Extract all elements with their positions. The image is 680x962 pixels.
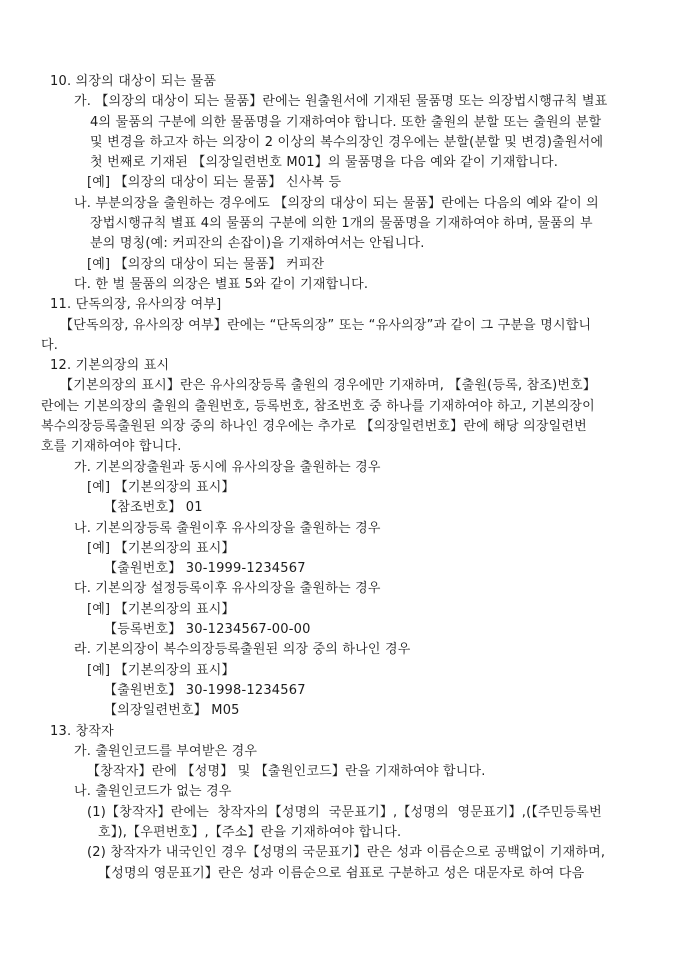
text-line: 나. 기본의장등록 출원이후 유사의장을 출원하는 경우 [74, 520, 381, 536]
text-line: 가. 기본의장출원과 동시에 유사의장을 출원하는 경우 [74, 459, 381, 475]
text-line: (1)【창작자】란에는 창작자의【성명의 국문표기】,【성명의 영문표기】,(【주민등록번 [87, 804, 602, 820]
text-line: 【단독의장, 유사의장 여부】란에는 “단독의장” 또는 “유사의장”과 같이 그 구분을 명시합니 [60, 317, 592, 333]
text-line: 나. 부분의장을 출원하는 경우에도 【의장의 대상이 되는 물품】란에는 다음의 예와 같이 의 [74, 195, 599, 211]
text-line: 【등록번호】 30-1234567-00-00 [104, 622, 311, 638]
text-line: 10. 의장의 대상이 되는 물품 [50, 74, 217, 89]
text-line: 가. 【의장의 대상이 되는 물품】란에는 원출원서에 기재된 물품명 또는 의장법시행규칙 별표 [74, 94, 608, 110]
text-line: 호】),【우편번호】,【주소】란을 기재하여야 합니다. [98, 824, 402, 840]
document-content [41, 72, 641, 884]
text-line: 【창작자】란에 【성명】 및 【출원인코드】란을 기재하여야 합니다. [87, 764, 486, 780]
text-line: 복수의장등록출원된 의장 중의 하나인 경우에는 추가로 【의장일련번호】란에 해당 의장일련번 [41, 419, 587, 435]
text-line: 【의장일련번호】 M05 [104, 703, 240, 719]
text-line: 11. 단독의장, 유사의장 여부] [50, 297, 222, 313]
text-line: 라. 기본의장이 복수의장등록출원된 의장 중의 하나인 경우 [74, 642, 411, 658]
text-line: 란에는 기본의장의 출원의 출원번호, 등록번호, 참조번호 중 하나를 기재하여야 하고, 기본의장이 [41, 398, 595, 414]
text-line: 나. 출원인코드가 없는 경우 [74, 784, 232, 800]
text-line: [예] 【기본의장의 표시】 [87, 601, 235, 617]
text-line: 호를 기재하여야 합니다. [41, 439, 182, 455]
text-line: [예] 【기본의장의 표시】 [87, 479, 235, 495]
text-line: 【기본의장의 표시】란은 유사의장등록 출원의 경우에만 기재하며, 【출원(등록, 참조)번호】 [60, 378, 597, 394]
text-line: 장법시행규칙 별표 4의 물품의 구분에 의한 1개의 물품명을 기재하여야 하며, 물품의 부 [90, 216, 593, 232]
text-line: 첫 번째로 기재된 【의장일련번호 M01】의 물품명을 다음 예와 같이 기재합니다. [90, 155, 559, 171]
text-line: 13. 창작자 [50, 723, 114, 739]
text-line: 다. 기본의장 설정등록이후 유사의장을 출원하는 경우 [74, 581, 381, 597]
text-line: 및 변경을 하고자 하는 의장이 2 이상의 복수의장인 경우에는 분할(분할 및 변경)출원서에 [90, 134, 604, 150]
text-line: 12. 기본의장의 표시 [50, 358, 170, 374]
text-line: 【참조번호】 01 [104, 500, 203, 516]
text-line: 【출원번호】 30-1999-1234567 [104, 561, 306, 577]
text-line: 분의 명칭(예: 커피잔의 손잡이)을 기재하여서는 안됩니다. [90, 236, 425, 252]
text-line: 4의 물품의 구분에 의한 물품명을 기재하여야 합니다. 또한 출원의 분할 또는 출원의 분할 [90, 114, 602, 130]
text-line: [예] 【기본의장의 표시】 [87, 540, 235, 556]
text-line: [예] 【기본의장의 표시】 [87, 662, 235, 678]
text-line: [예] 【의장의 대상이 되는 물품】 신사복 등 [87, 175, 342, 191]
text-line: [예] 【의장의 대상이 되는 물품】 커피잔 [87, 256, 325, 272]
text-line: 가. 출원인코드를 부여받은 경우 [74, 743, 258, 759]
text-line: 다. [41, 337, 59, 353]
text-line: 【출원번호】 30-1998-1234567 [104, 682, 306, 698]
text-line: 【성명의 영문표기】란은 성과 이름순으로 쉼표로 구분하고 성은 대문자로 하여 다음 [98, 865, 585, 881]
text-line: (2) 창작자가 내국인인 경우【성명의 국문표기】란은 성과 이름순으로 공백없이 기재하며, [87, 845, 606, 861]
text-line: 다. 한 벌 물품의 의장은 별표 5와 같이 기재합니다. [74, 276, 369, 292]
